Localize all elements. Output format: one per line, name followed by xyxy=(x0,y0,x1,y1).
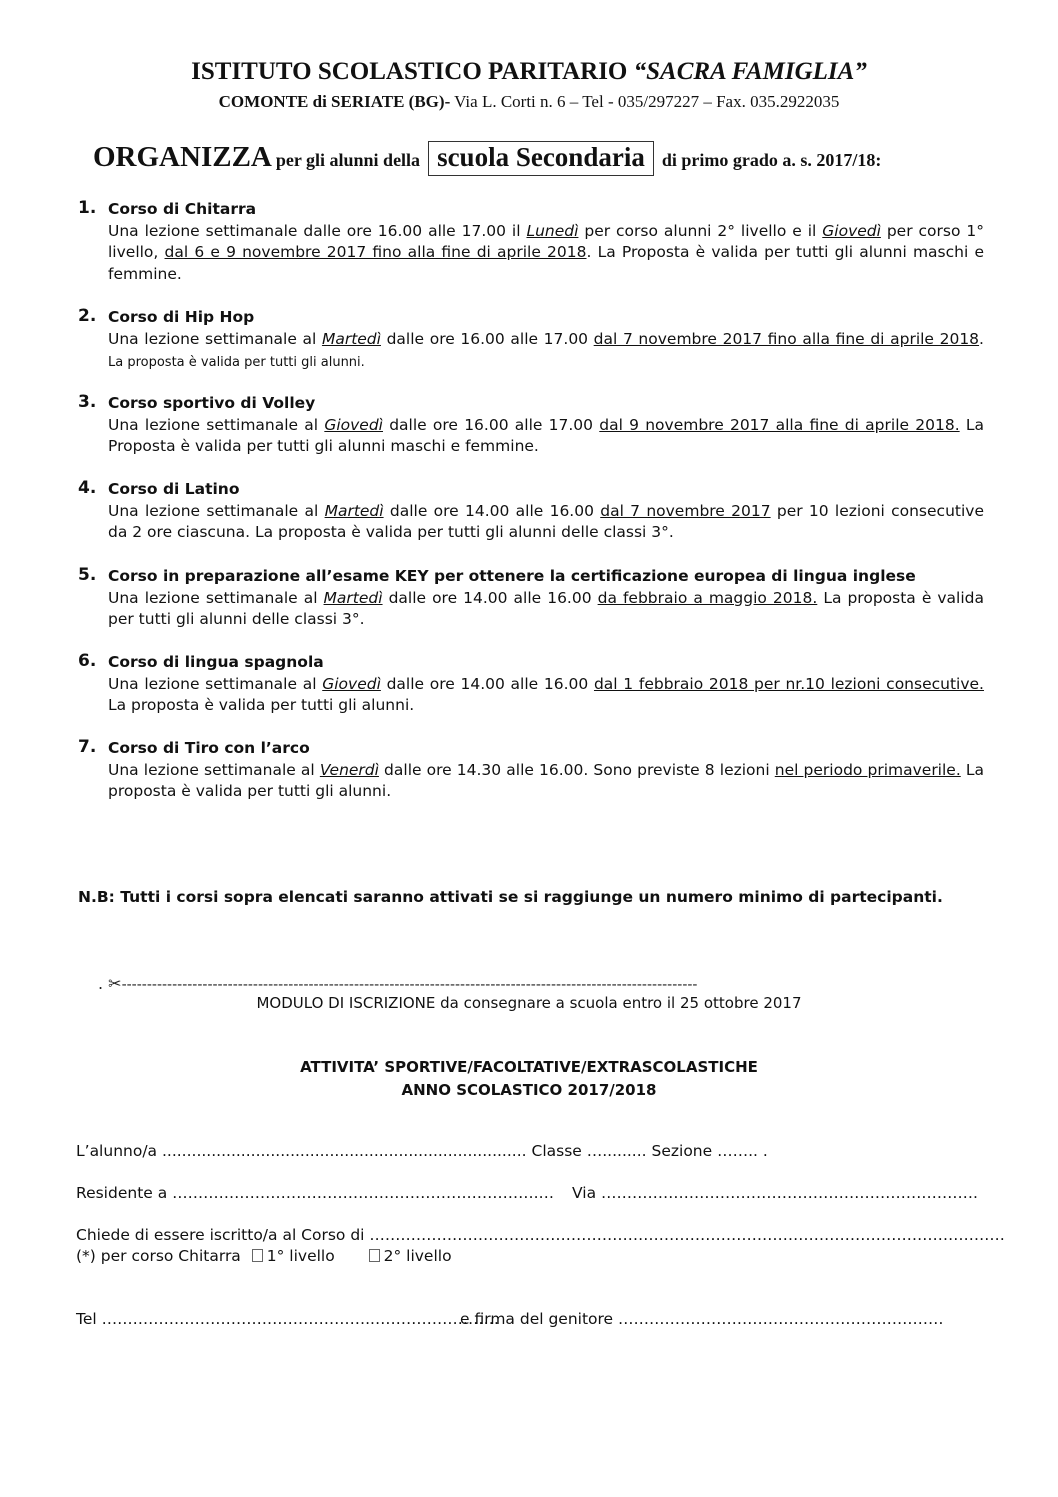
school-level-box: scuola Secondaria xyxy=(428,141,654,176)
course-day: Giovedì xyxy=(822,221,881,240)
scissors-icon: . ✂ xyxy=(98,974,122,993)
course-number: 1. xyxy=(78,198,97,218)
course-item xyxy=(78,652,984,717)
school-address-phone: Via L. Corti n. 6 – Tel - 035/297227 – Fax. 035.2922035 xyxy=(450,92,840,111)
course-text: La proposta è valida per tutti gli alunni. xyxy=(108,696,415,714)
student-field[interactable]: L’alunno/a .......................................................................... Classe …......... Sezione …….. . xyxy=(76,1142,768,1160)
course-item xyxy=(78,566,984,631)
course-period: dal 7 novembre 2017 xyxy=(600,501,771,520)
course-text: dalle ore 14.00 alle 16.00 xyxy=(383,501,601,520)
course-title: Corso in preparazione all’esame KEY per ottenere la certificazione europea di lingua inglese xyxy=(108,567,916,585)
course-item xyxy=(78,393,984,458)
organizza-pre: per gli alunni della xyxy=(275,150,421,170)
course-text: dalle ore 14.00 alle 16.00 xyxy=(382,588,598,607)
course-text: dalle ore 16.00 alle 17.00 xyxy=(382,415,600,434)
level1-label: 1° livello xyxy=(266,1247,335,1265)
level2-label: 2° livello xyxy=(383,1247,452,1265)
course-day: Martedì xyxy=(321,329,381,348)
course-text: Una lezione settimanale al xyxy=(108,415,325,434)
course-number: 2. xyxy=(78,306,97,326)
course-number: 3. xyxy=(78,392,97,412)
course-title: Corso di Chitarra xyxy=(108,200,257,218)
school-title xyxy=(0,58,1058,86)
course-day: Martedì xyxy=(324,501,384,520)
course-text: per corso 1° livello, xyxy=(108,221,984,261)
course-period: dal 6 e 9 novembre 2017 fino alla fine di aprile 2018 xyxy=(164,243,587,261)
course-number: 6. xyxy=(78,651,97,671)
course-description xyxy=(108,221,984,286)
school-title-name: “SACRA FAMIGLIA” xyxy=(633,58,867,85)
course-item xyxy=(78,738,984,803)
course-day: Venerdì xyxy=(319,760,379,779)
form-heading: ATTIVITA’ SPORTIVE/FACOLTATIVE/EXTRASCOLASTICHE xyxy=(300,1058,758,1076)
course-text: . xyxy=(979,329,984,348)
course-day: Giovedì xyxy=(322,674,381,693)
course-description xyxy=(108,329,984,374)
course-text: dalle ore 14.00 alle 16.00 xyxy=(380,674,594,693)
form-deadline: MODULO DI ISCRIZIONE da consegnare a scuola entro il 25 ottobre 2017 xyxy=(256,994,802,1012)
course-text: Una lezione settimanale al xyxy=(108,588,324,607)
course-text: La proposta è valida per tutti gli alunni. xyxy=(108,760,984,800)
course-item xyxy=(78,307,984,374)
course-text: La Proposta è valida per tutti gli alunni maschi e femmine. xyxy=(108,415,984,455)
course-day: Giovedì xyxy=(324,415,383,434)
course-text: . La Proposta è valida per tutti gli alunni maschi e femmine. xyxy=(108,243,984,283)
course-item xyxy=(78,479,984,544)
course-description xyxy=(108,415,984,458)
course-text: La proposta è valida per tutti gli alunni. xyxy=(108,355,365,370)
course-period: da febbraio a maggio 2018. xyxy=(597,588,818,607)
course-text: Una lezione settimanale al xyxy=(108,329,322,348)
cut-line xyxy=(98,974,697,993)
level2-checkbox[interactable] xyxy=(369,1249,380,1262)
course-title: Corso di lingua spagnola xyxy=(108,653,324,671)
course-title: Corso di Hip Hop xyxy=(108,308,255,326)
course-title: Corso sportivo di Volley xyxy=(108,394,316,412)
street-field[interactable]: Via ………………………………………………………………. xyxy=(572,1184,978,1202)
level1-checkbox[interactable] xyxy=(252,1249,263,1262)
course-text: per corso alunni 2° livello e il xyxy=(578,221,823,240)
school-location: COMONTE di SERIATE (BG)- xyxy=(218,92,451,111)
course-text: La proposta è valida per tutti gli alunni delle classi 3°. xyxy=(108,588,984,628)
course-number: 4. xyxy=(78,478,97,498)
course-day: Lunedì xyxy=(526,221,579,240)
course-period: dal 7 novembre 2017 fino alla fine di aprile 2018 xyxy=(593,329,980,348)
parent-signature-field[interactable]: e firma del genitore ……………………………………………………… xyxy=(460,1310,944,1328)
course-period: dal 9 novembre 2017 alla fine di aprile 2018. xyxy=(599,415,960,434)
course-text: per 10 lezioni consecutive da 2 ore ciascuna. La proposta è valida per tutti gli alunni delle classi 3°. xyxy=(108,501,984,541)
course-description xyxy=(108,760,984,803)
organizza-heading xyxy=(93,141,881,176)
nb-note: N.B: Tutti i corsi sopra elencati saranno attivati se si raggiunge un numero minimo di partecipanti. xyxy=(78,888,943,906)
course-choice-field[interactable]: Chiede di essere iscritto/a al Corso di …………………………………………………………………………………………………………… xyxy=(76,1226,1005,1244)
course-description xyxy=(108,674,984,717)
residence-field[interactable]: Residente a ………………………………………………….………….… xyxy=(76,1184,555,1202)
course-title: Corso di Tiro con l’arco xyxy=(108,739,310,757)
course-text: dalle ore 14.30 alle 16.00. Sono previste 8 lezioni xyxy=(378,760,775,779)
course-text: Una lezione settimanale dalle ore 16.00 alle 17.00 il xyxy=(108,221,527,240)
course-day: Martedì xyxy=(323,588,383,607)
organizza-post: di primo grado a. s. 2017/18: xyxy=(661,150,882,170)
course-number: 7. xyxy=(78,737,97,757)
course-text: dalle ore 16.00 alle 17.00 xyxy=(380,329,594,348)
course-description xyxy=(108,588,984,631)
phone-field[interactable]: Tel ……………………………………………..…………………… xyxy=(76,1310,499,1328)
course-period: dal 1 febbraio 2018 per nr.10 lezioni consecutive. xyxy=(593,674,984,693)
course-period: nel periodo primaverile. xyxy=(774,760,961,779)
course-item xyxy=(78,199,984,285)
course-text: Una lezione settimanale al xyxy=(108,760,320,779)
guitar-level-label: (*) per corso Chitarra xyxy=(76,1247,241,1265)
course-text: Una lezione settimanale al xyxy=(108,674,323,693)
school-contact xyxy=(0,92,1058,112)
course-text: Una lezione settimanale al xyxy=(108,501,325,520)
cut-dashes: ------------------------------------------------------------------------------------------------------------------ xyxy=(121,977,698,993)
form-subheading: ANNO SCOLASTICO 2017/2018 xyxy=(401,1081,657,1099)
course-number: 5. xyxy=(78,565,97,585)
guitar-level-row xyxy=(76,1247,452,1265)
organizza-word: ORGANIZZA xyxy=(93,141,272,173)
course-description xyxy=(108,501,984,544)
school-title-main: ISTITUTO SCOLASTICO PARITARIO xyxy=(191,58,628,85)
course-title: Corso di Latino xyxy=(108,480,240,498)
